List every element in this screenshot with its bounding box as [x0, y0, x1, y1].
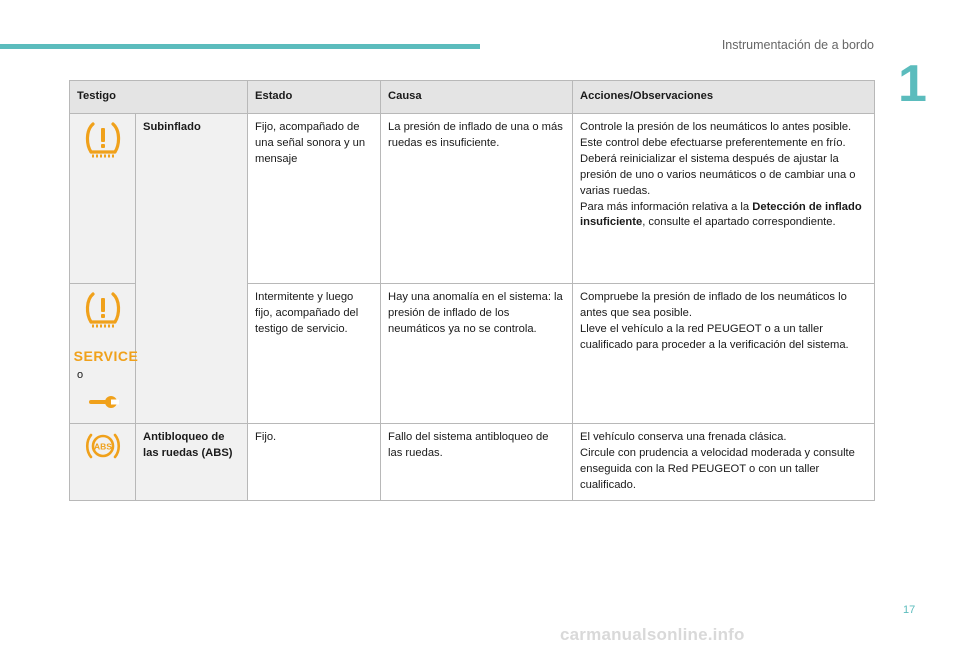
- page-number: 17: [903, 604, 916, 616]
- testigo-name: Subinflado: [136, 114, 248, 424]
- column-header-causa: Causa: [381, 81, 573, 114]
- section-title: Instrumentación de a bordo: [721, 38, 874, 52]
- actions-cell: [573, 114, 875, 284]
- brand-name: PEUGEOT: [691, 462, 746, 475]
- table-header-row: [70, 81, 875, 114]
- actions-cell: [573, 284, 875, 424]
- tyre-pressure-icon: [84, 120, 122, 160]
- tyre-pressure-icon: [84, 290, 122, 330]
- column-header-testigo: Testigo: [70, 81, 248, 114]
- column-header-estado: Estado: [248, 81, 381, 114]
- actions-text: El vehículo conserva una frenada clásica.: [580, 431, 787, 443]
- state-cell: Fijo, acompañado de una señal sonora y un mensaje: [248, 114, 381, 284]
- brand-name: PEUGEOT: [706, 322, 762, 335]
- abs-icon: [85, 430, 121, 462]
- abs-label: ABS: [93, 441, 112, 452]
- chapter-number: 1: [898, 55, 927, 113]
- cause-cell: La presión de inflado de una o más ruedas es insuficiente.: [381, 114, 573, 284]
- state-cell: Intermitente y luego fijo, acompañado del testigo de servicio.: [248, 284, 381, 424]
- testigo-name: Antibloqueo de las ruedas (ABS): [136, 424, 248, 501]
- wrench-icon: [87, 392, 119, 412]
- actions-cell: [573, 424, 875, 501]
- service-icon: [73, 348, 139, 364]
- state-cell: Fijo.: [248, 424, 381, 501]
- icon-cell: [70, 114, 136, 284]
- actions-text: Este control debe efectuarse preferentemente en frío.: [580, 136, 846, 149]
- actions-text: Deberá reinicializar el sistema después de ajustar la presión de uno o varios neumáticos o de cambiar una o varias ruedas.: [580, 152, 856, 197]
- icon-cell: [70, 424, 136, 501]
- cause-cell: Fallo del sistema antibloqueo de las ruedas.: [381, 424, 573, 501]
- actions-text: Compruebe la presión de inflado de los neumáticos lo antes que sea posible.: [580, 291, 847, 319]
- table-row: [70, 114, 875, 284]
- service-label: SERVICE: [73, 348, 139, 364]
- column-header-acciones: Acciones/Observaciones: [573, 81, 875, 114]
- actions-text: Controle la presión de los neumáticos lo antes posible.: [580, 121, 852, 133]
- actions-text: Circule con prudencia a velocidad moderada y consulte enseguida con la Red PEUGEOT o con un taller cualificado.: [580, 446, 855, 491]
- actions-text: Lleve el vehículo a la red PEUGEOT o a un taller cualificado para proceder a la verificación del sistema.: [580, 322, 849, 351]
- table-row: [70, 424, 875, 501]
- or-label: o: [77, 369, 84, 381]
- footer-watermark: carmanualsonline.info: [560, 625, 745, 644]
- icon-cell: [70, 284, 139, 424]
- warning-lights-table: [69, 80, 875, 501]
- top-accent-bar: [0, 44, 480, 49]
- bold-reference: Detección de inflado insuficiente: [580, 200, 862, 229]
- actions-text: Para más información relativa a la Detección de inflado insuficiente, consulte el apartado correspondiente.: [580, 200, 862, 229]
- cause-cell: Hay una anomalía en el sistema: la presión de inflado de los neumáticos ya no se controla.: [381, 284, 573, 424]
